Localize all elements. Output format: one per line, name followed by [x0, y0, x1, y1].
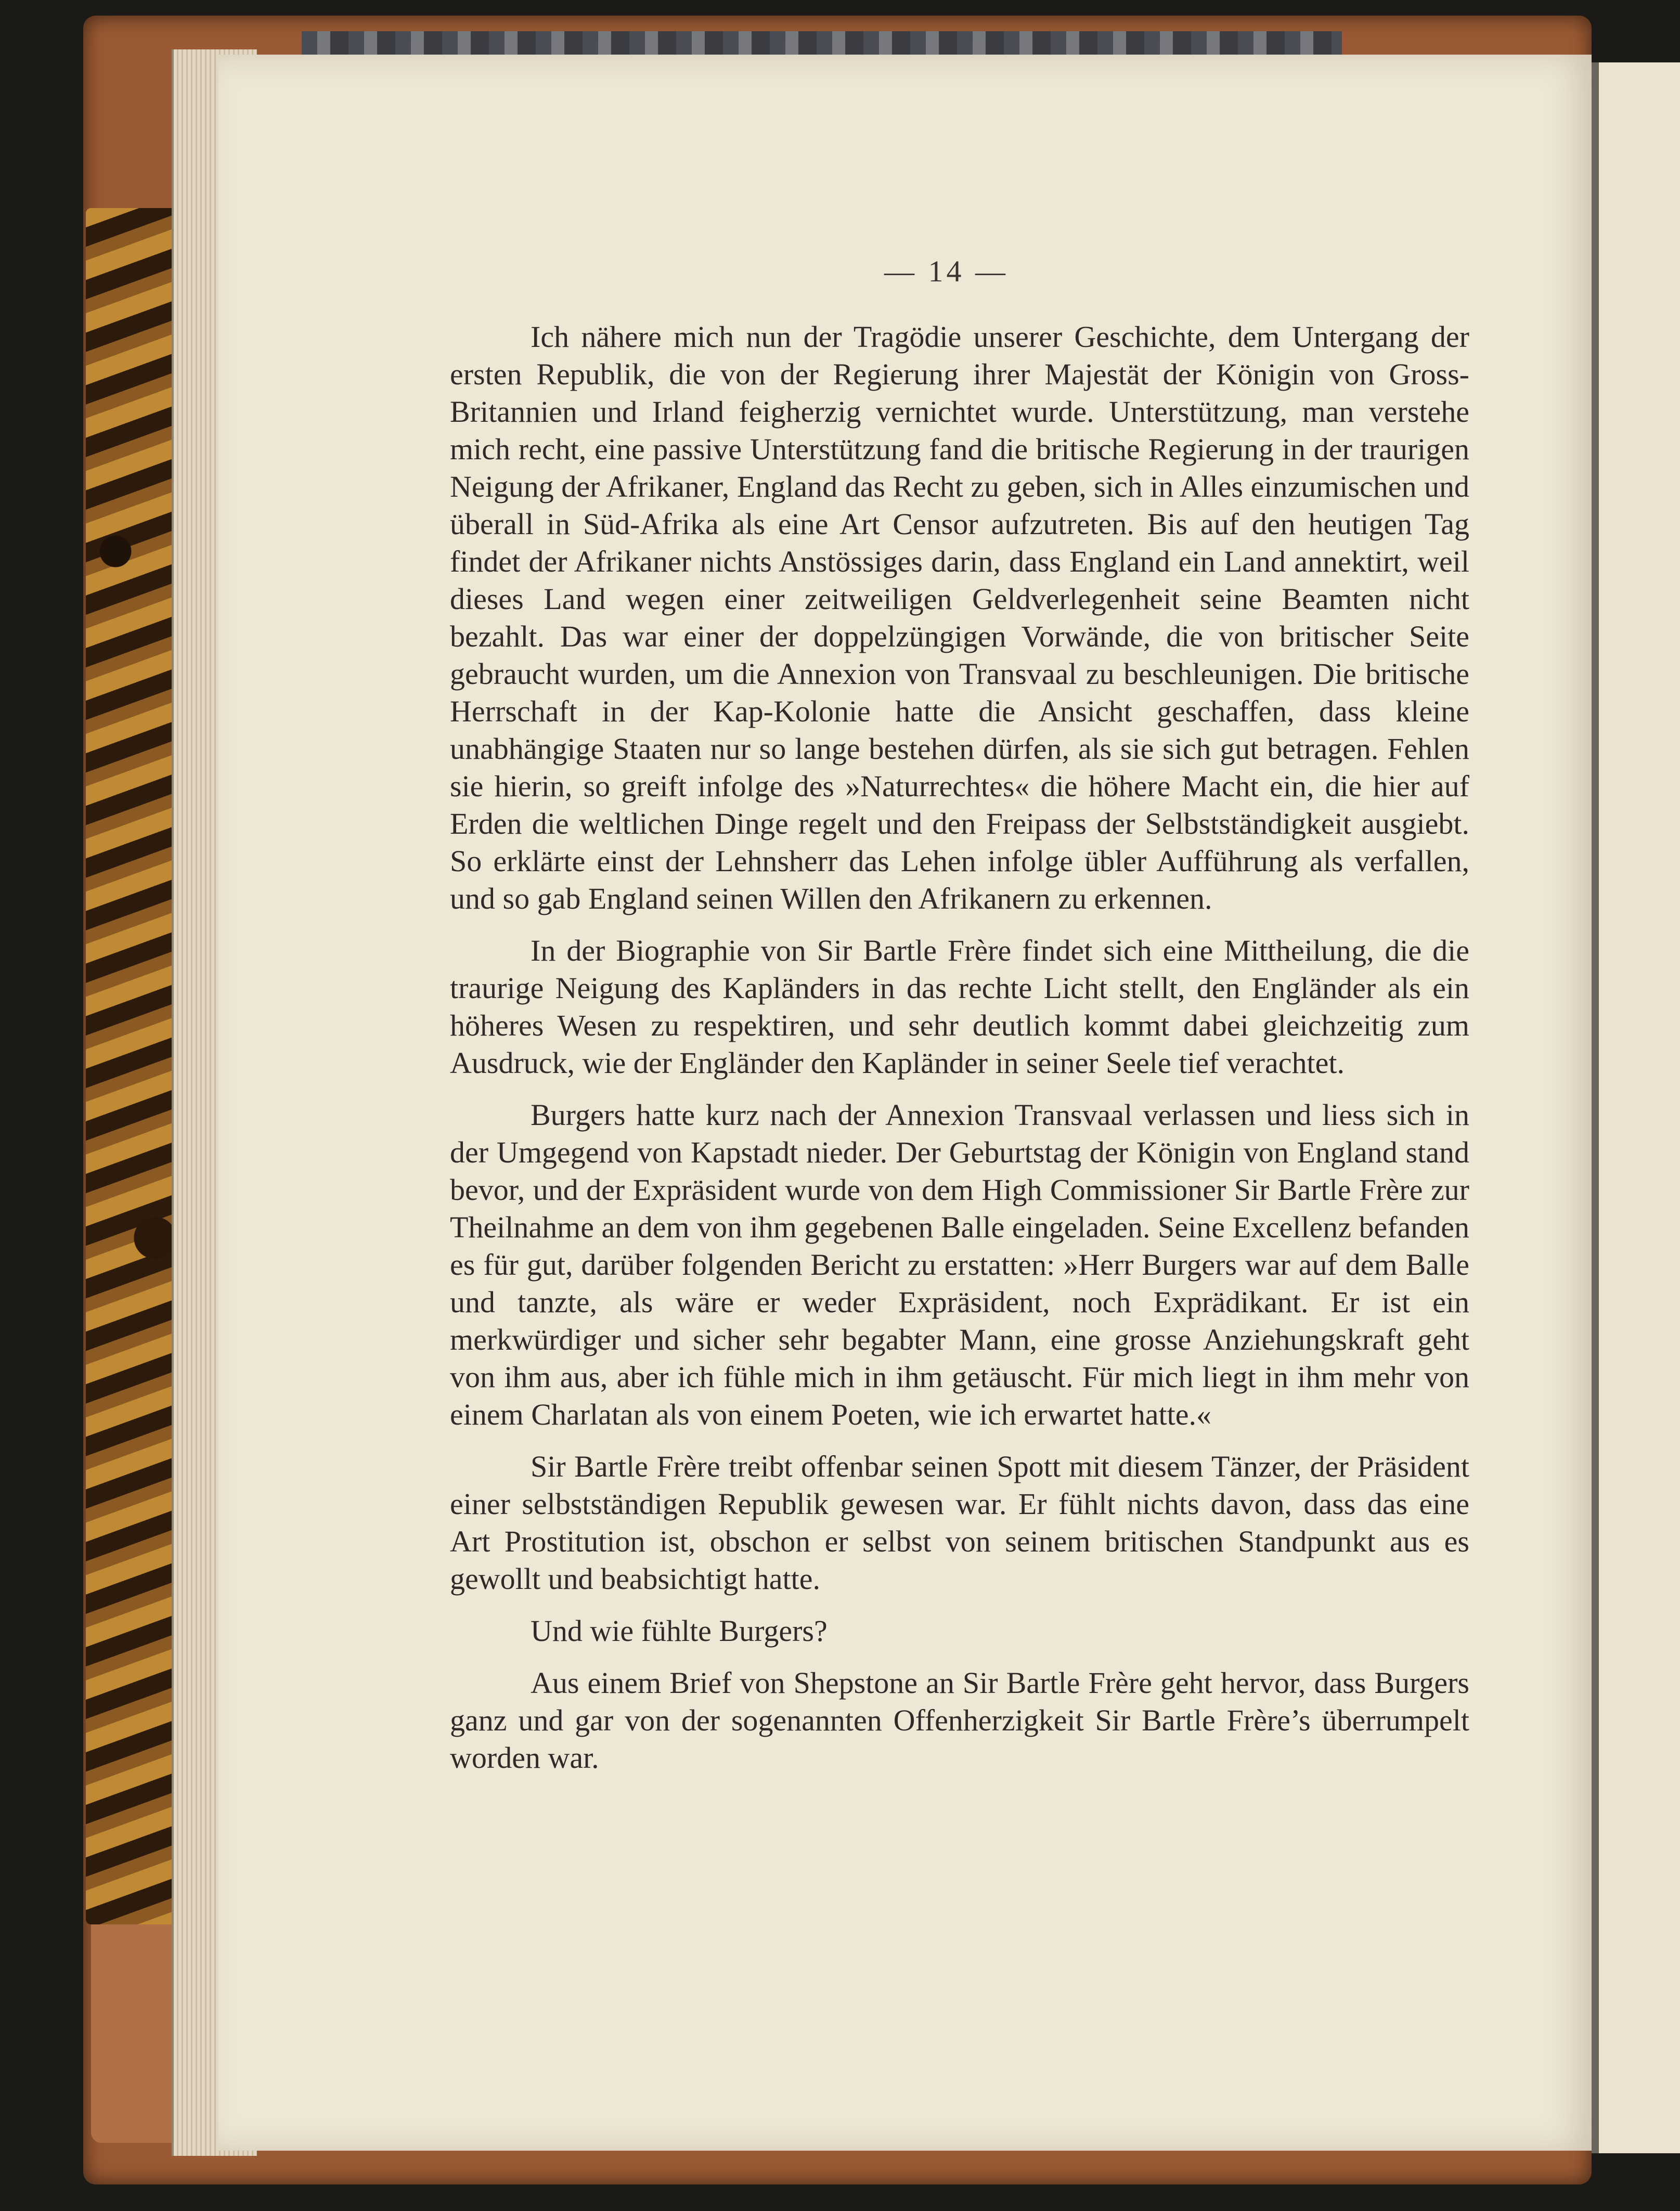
paragraph-5: Und wie fühlte Burgers?: [531, 1614, 828, 1648]
marbled-spine: [86, 208, 185, 1924]
page-number: — 14 —: [884, 254, 1009, 288]
spine-leather-corner: [91, 1924, 185, 2143]
paragraph-4: Sir Bartle Frère treibt offenbar seinen Spott mit diesem Tänzer, der Präsident einer selbstständigen Republik gewesen war. Er fühlt nichts davon, dass das eine Art Prostitution ist, obschon er selbst von seinem britischen Standpunkt aus es gewollt und beabsichtigt hatte.: [450, 1450, 1469, 1596]
page-text: [450, 318, 1469, 1791]
paragraph-6: Aus einem Brief von Shepstone an Sir Bartle Frère geht hervor, dass Burgers ganz und gar von der sogenannten Offenherzigkeit Sir Bartle Frère’s überrumpelt worden war.: [450, 1666, 1469, 1775]
paragraph-1: Ich nähere mich nun der Tragödie unserer Geschichte, dem Untergang der ersten Republik, die von der Regierung ihrer Majestät der Königin von Gross-Britannien und Irland feigherzig vernichtet wurde. Unterstützung, man verstehe mich recht, eine passive Unterstützung fand die britische Regierung in der traurigen Neigung der Afrikaner, England das Recht zu geben, sich in Alles einzumischen und überall in Süd-Afrika als eine Art Censor aufzutreten. Bis auf den heutigen Tag findet der Afrikaner nichts Anstössiges darin, dass England ein Land annektirt, weil dieses Land wegen einer zeitweiligen Geldverlegenheit seine Beamten nicht bezahlt. Das war einer der doppelzüngigen Vorwände, die von britischer Seite gebraucht wurden, um die Annexion von Transvaal zu beschleunigen. Die britische Herrschaft in der Kap-Kolonie hatte die Ansicht geschaffen, dass kleine unabhängige Staaten nur so lange bestehen dürfen, als sie sich gut betragen. Fehlen sie hierin, so greift infolge des »Naturrechtes« die höhere Macht ein, die hier auf Erden die weltlichen Dinge regelt und den Freipass der Selbstständigkeit ausgiebt. So erklärte einst der Lehnsherr das Lehen infolge übler Aufführung als verfallen, und so gab England seinen Willen den Afrikanern zu erkennen.: [450, 320, 1469, 915]
paragraph-2: In der Biographie von Sir Bartle Frère findet sich eine Mittheilung, die die traurige Neigung des Kapländers in das rechte Licht stellt, den Engländer als ein höheres Wesen zu respektiren, und sehr deutlich kommt dabei gleichzeitig zum Ausdruck, wie der Engländer den Kapländer in seiner Seele tief verachtet.: [450, 934, 1469, 1080]
paragraph-3: Burgers hatte kurz nach der Annexion Transvaal verlassen und liess sich in der Umgegend von Kapstadt nieder. Der Geburtstag der Königin von England stand bevor, und der Expräsident wurde von dem High Commissioner Sir Bartle Frère zur Theilnahme an dem von ihm gegebenen Balle eingeladen. Seine Excellenz befanden es für gut, darüber folgenden Bericht zu erstatten: »Herr Burgers war auf dem Balle und tanzte, als wäre er weder Expräsident, noch Exprädikant. Er ist ein merkwürdiger und sicher sehr begabter Mann, eine grosse Anziehungskraft geht von ihm aus, aber ich fühle mich in ihm getäuscht. Für mich liegt in ihm mehr von einem Charlatan als von einem Poeten, wie ich erwartet hatte.«: [450, 1098, 1469, 1431]
facing-page-edge: [1592, 62, 1680, 2153]
